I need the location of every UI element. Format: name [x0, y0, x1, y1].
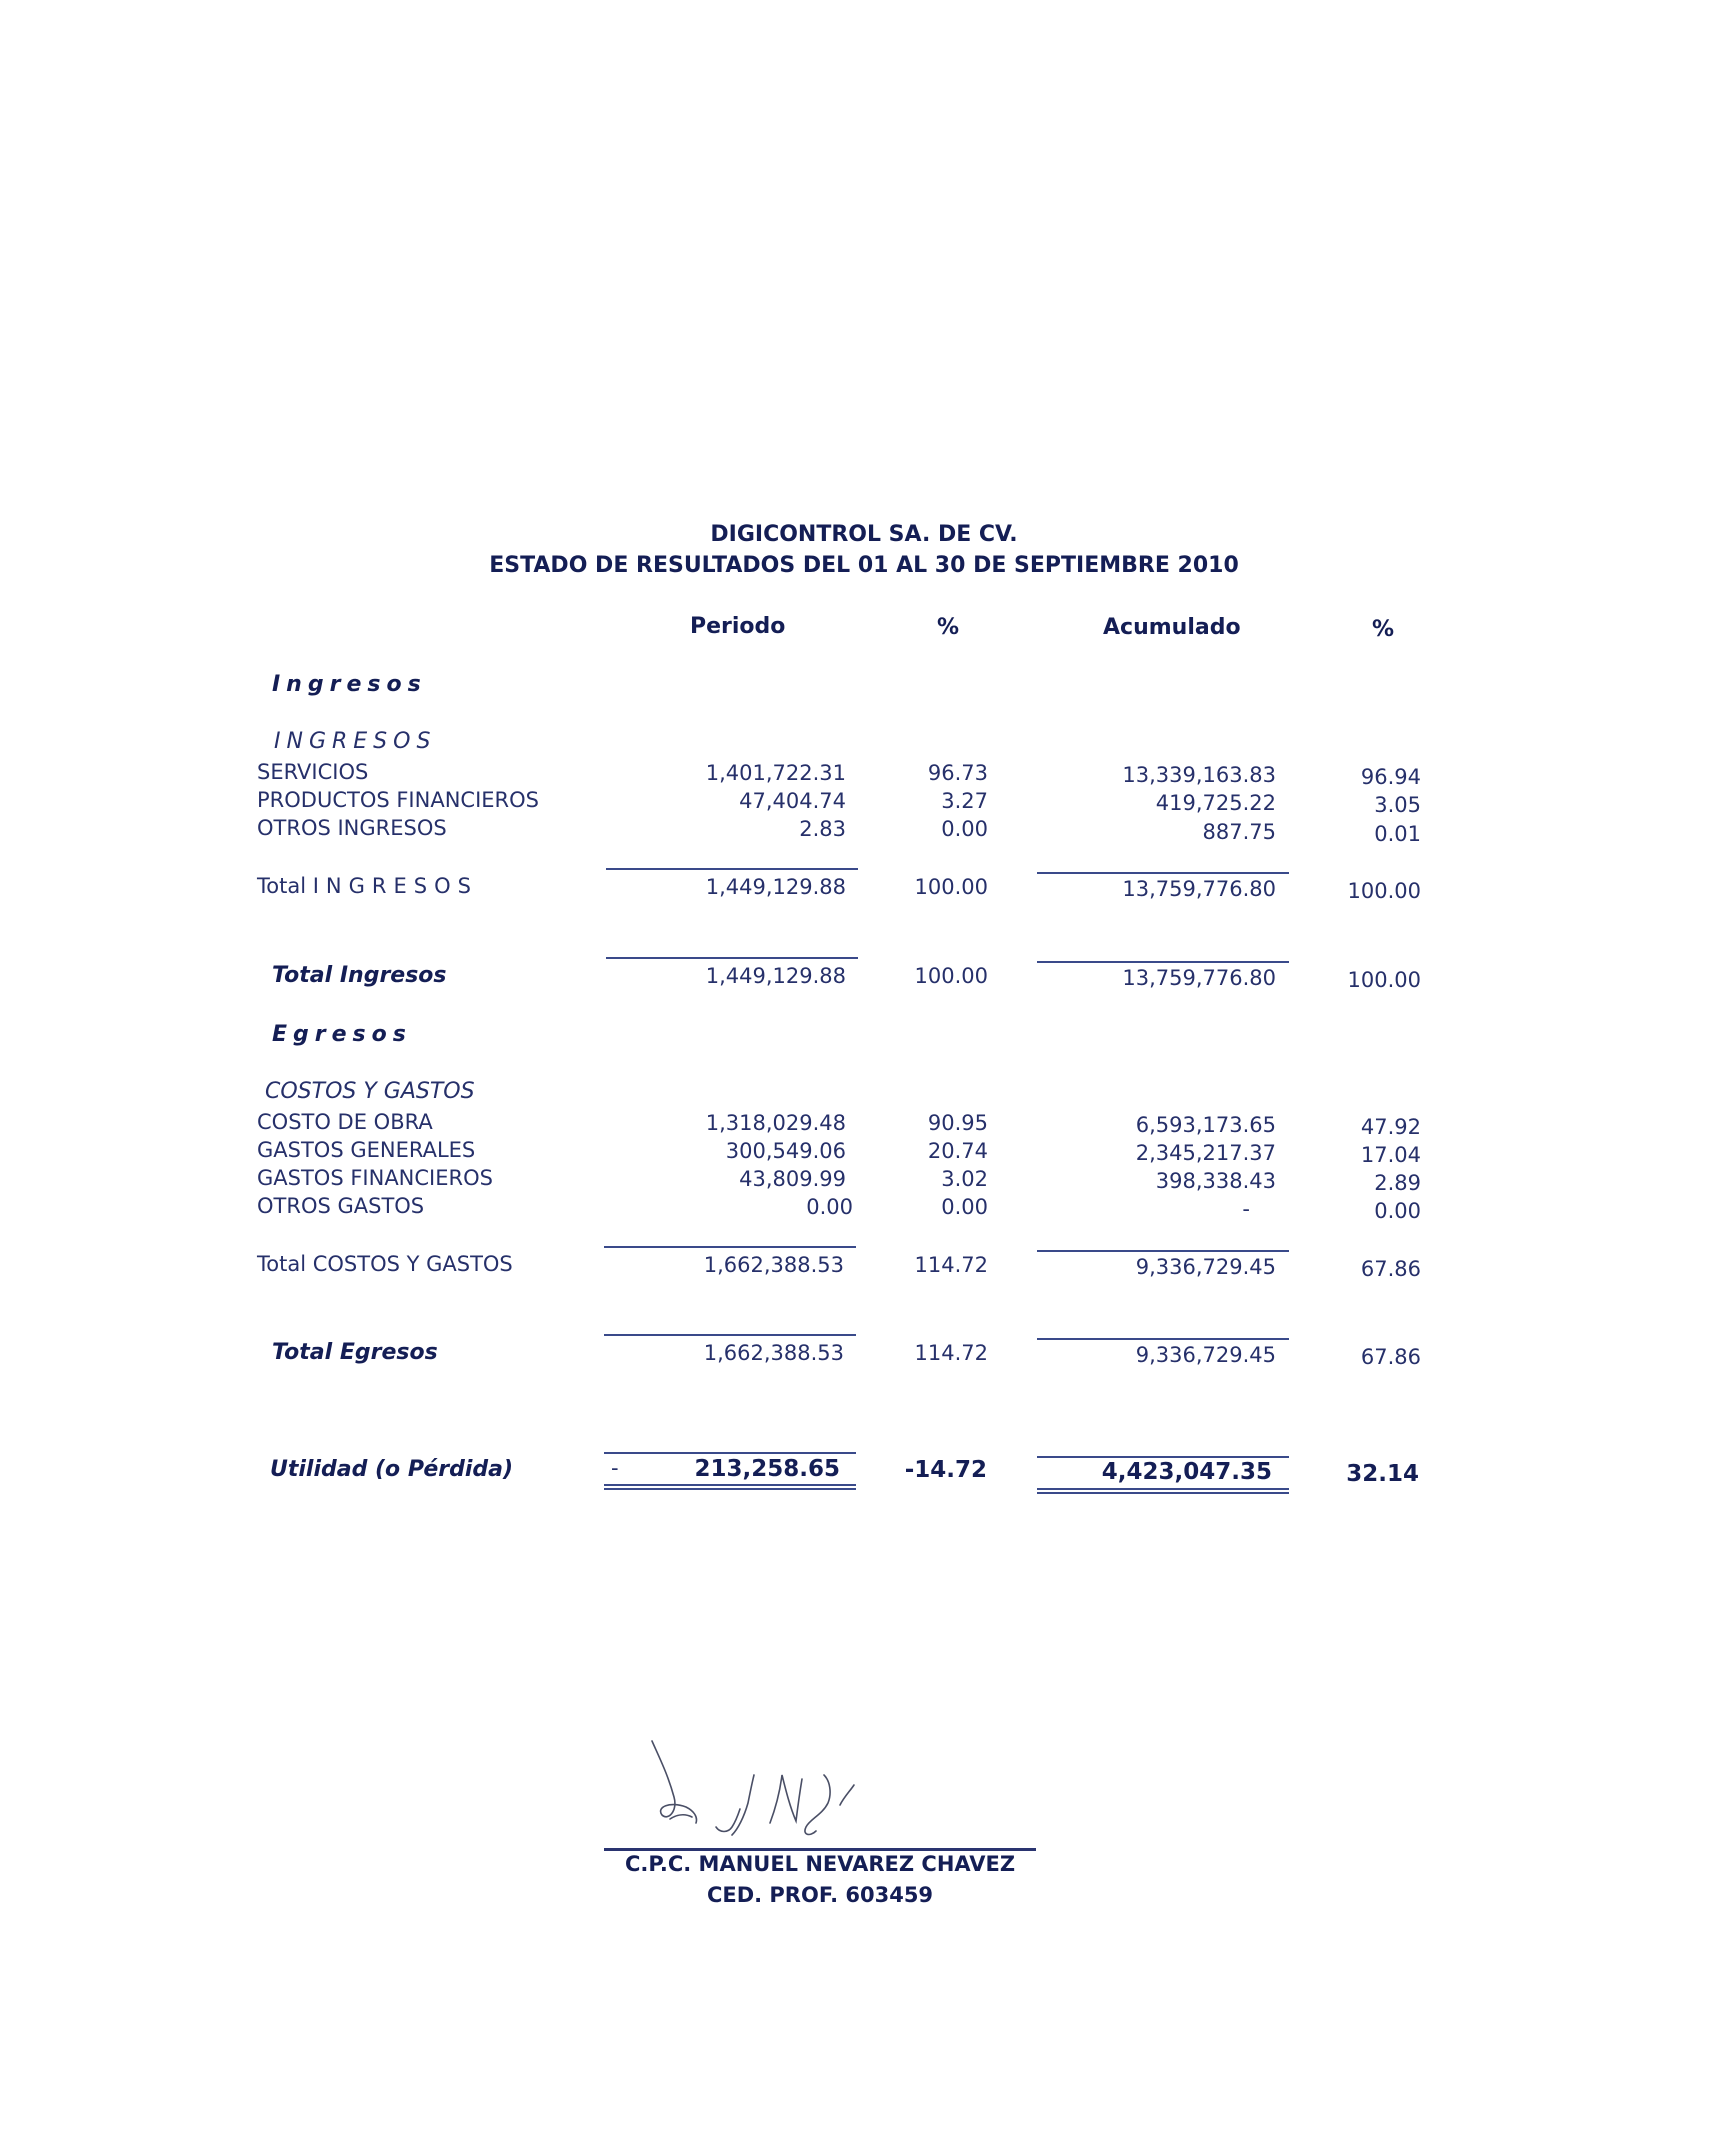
- subtotal-rule-acumulado: [1037, 872, 1289, 874]
- acumulado-value: 13,339,163.83: [1122, 763, 1276, 787]
- acumulado-percent: 3.05: [1374, 793, 1421, 817]
- subtotal-rule-acumulado: [1037, 1250, 1289, 1252]
- acumulado-value: -: [1242, 1197, 1250, 1221]
- periodo-value: 2.83: [799, 817, 846, 841]
- net-result-double-rule-periodo: [604, 1488, 856, 1490]
- acumulado-percent: 100.00: [1347, 968, 1421, 992]
- periodo-value: 0.00: [806, 1195, 853, 1219]
- row-label: GASTOS FINANCIEROS: [257, 1166, 493, 1190]
- signatory-license: CED. PROF. 603459: [706, 1883, 934, 1907]
- acumulado-value: 13,759,776.80: [1122, 966, 1276, 990]
- section-total-rule-periodo: [606, 957, 858, 959]
- subtotal-rule-periodo: [604, 1246, 856, 1248]
- column-header-percent-periodo: %: [937, 615, 960, 640]
- net-result-double-rule-acumulado: [1037, 1492, 1289, 1494]
- acumulado-value: 398,338.43: [1155, 1169, 1276, 1193]
- periodo-percent: 96.73: [927, 761, 988, 785]
- periodo-percent: 114.72: [914, 1253, 988, 1277]
- group-total-prefix: Total: [257, 874, 307, 898]
- acumulado-percent: 67.86: [1360, 1345, 1421, 1369]
- acumulado-value: 13,759,776.80: [1122, 877, 1276, 901]
- periodo-value: 213,258.65: [694, 1456, 840, 1482]
- section-total-rule-periodo: [604, 1334, 856, 1336]
- acumulado-value: 2,345,217.37: [1135, 1141, 1276, 1165]
- section-egresos-heading: Egresos: [272, 1022, 412, 1047]
- periodo-value: 300,549.06: [725, 1139, 846, 1163]
- handwritten-signature: [640, 1735, 900, 1845]
- subtotal-rule-periodo: [606, 868, 858, 870]
- group-ingresos-label: INGRESOS: [274, 729, 437, 754]
- section-total-label: Total Egresos: [272, 1340, 438, 1365]
- periodo-value: 1,449,129.88: [705, 875, 846, 899]
- periodo-value: 1,449,129.88: [705, 964, 846, 988]
- section-ingresos-heading: Ingresos: [272, 672, 427, 697]
- acumulado-percent: 100.00: [1347, 879, 1421, 903]
- net-result-sign: -: [611, 1456, 619, 1480]
- periodo-value: 1,318,029.48: [705, 1111, 846, 1135]
- acumulado-percent: 17.04: [1360, 1143, 1421, 1167]
- section-total-label: Total Ingresos: [272, 963, 447, 988]
- net-result-label: Utilidad (o Pérdida): [270, 1457, 514, 1482]
- periodo-percent: 3.02: [941, 1167, 988, 1191]
- section-total-rule-acumulado: [1037, 961, 1289, 963]
- periodo-percent: -14.72: [904, 1457, 987, 1483]
- acumulado-value: 4,423,047.35: [1101, 1459, 1272, 1485]
- signatory-name: C.P.C. MANUEL NEVAREZ CHAVEZ: [624, 1852, 1016, 1876]
- acumulado-percent: 47.92: [1360, 1115, 1421, 1139]
- acumulado-value: 419,725.22: [1155, 791, 1276, 815]
- company-name: DIGICONTROL SA. DE CV.: [710, 522, 1018, 547]
- periodo-value: 43,809.99: [739, 1167, 846, 1191]
- acumulado-value: 9,336,729.45: [1135, 1343, 1276, 1367]
- net-result-bottom-rule-periodo: [604, 1484, 856, 1486]
- group-total-label: [257, 874, 478, 898]
- net-result-bottom-rule-acumulado: [1037, 1488, 1289, 1490]
- periodo-percent: 3.27: [941, 789, 988, 813]
- row-label: PRODUCTOS FINANCIEROS: [257, 788, 539, 812]
- acumulado-percent: 96.94: [1360, 765, 1421, 789]
- net-result-top-rule-acumulado: [1037, 1456, 1289, 1458]
- report-title: ESTADO DE RESULTADOS DEL 01 AL 30 DE SEPTIEMBRE 2010: [489, 553, 1239, 578]
- group-costos-label: COSTOS Y GASTOS: [265, 1079, 475, 1104]
- group-total-name: INGRESOS: [312, 874, 478, 898]
- periodo-percent: 114.72: [914, 1341, 988, 1365]
- section-total-rule-acumulado: [1037, 1338, 1289, 1340]
- periodo-value: 47,404.74: [739, 789, 846, 813]
- row-label: GASTOS GENERALES: [257, 1138, 476, 1162]
- acumulado-percent: 32.14: [1346, 1461, 1419, 1487]
- acumulado-value: 9,336,729.45: [1135, 1255, 1276, 1279]
- periodo-percent: 100.00: [914, 964, 988, 988]
- row-label: OTROS INGRESOS: [257, 816, 447, 840]
- periodo-value: 1,662,388.53: [703, 1341, 844, 1365]
- acumulado-percent: 0.00: [1374, 1199, 1421, 1223]
- row-label: COSTO DE OBRA: [257, 1110, 433, 1134]
- periodo-value: 1,662,388.53: [703, 1253, 844, 1277]
- periodo-percent: 20.74: [927, 1139, 988, 1163]
- periodo-percent: 0.00: [941, 817, 988, 841]
- column-header-percent-acumulado: %: [1372, 617, 1395, 642]
- acumulado-percent: 2.89: [1374, 1171, 1421, 1195]
- acumulado-percent: 0.01: [1374, 822, 1421, 846]
- periodo-percent: 0.00: [941, 1195, 988, 1219]
- acumulado-value: 887.75: [1202, 820, 1276, 844]
- group-total-label: Total COSTOS Y GASTOS: [257, 1252, 513, 1276]
- row-label: OTROS GASTOS: [257, 1194, 425, 1218]
- column-header-acumulado: Acumulado: [1103, 615, 1241, 640]
- acumulado-value: 6,593,173.65: [1135, 1113, 1276, 1137]
- periodo-percent: 90.95: [927, 1111, 988, 1135]
- row-label: SERVICIOS: [257, 760, 369, 784]
- column-header-periodo: Periodo: [690, 614, 786, 639]
- signature-line: [604, 1848, 1036, 1851]
- net-result-top-rule-periodo: [604, 1452, 856, 1454]
- periodo-value: 1,401,722.31: [705, 761, 846, 785]
- periodo-percent: 100.00: [914, 875, 988, 899]
- acumulado-percent: 67.86: [1360, 1257, 1421, 1281]
